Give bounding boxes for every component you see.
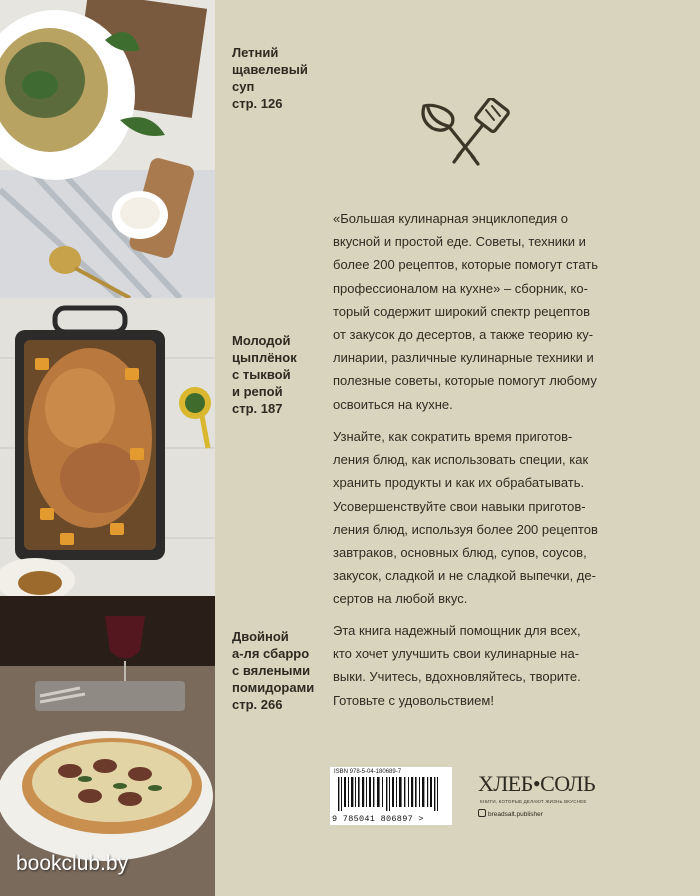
caption-page: стр. 187 bbox=[232, 401, 283, 416]
text-line: Усовершенствуйте свои навыки приготов- bbox=[333, 498, 586, 514]
text-line: сертов на любой вкус. bbox=[333, 591, 468, 607]
caption-roast-chicken bbox=[232, 332, 312, 417]
caption-page: стр. 126 bbox=[232, 96, 283, 111]
caption-line: Летний bbox=[232, 45, 279, 60]
text-line: кто хочет улучшить свои кулинарные на- bbox=[333, 646, 580, 662]
isbn-barcode bbox=[330, 767, 452, 825]
sorrel-soup-photo bbox=[0, 0, 215, 298]
caption-sbarro-pie bbox=[232, 628, 315, 713]
text-line: линарии, различные кулинарные техники и bbox=[333, 350, 594, 366]
text-line: профессионалом на кухне» – сборник, ко- bbox=[333, 280, 588, 296]
publisher-logo: ХЛЕБ•СОЛЬ bbox=[478, 771, 596, 796]
instagram-icon bbox=[478, 809, 486, 817]
text-line: закусок, сладкой и не сладкой выпечки, де- bbox=[333, 568, 596, 584]
text-line: торый содержит широкий спектр рецептов bbox=[333, 303, 590, 319]
caption-line: и репой bbox=[232, 384, 283, 399]
text-line: «Большая кулинарная энциклопедия о bbox=[333, 211, 568, 226]
caption-line: цыплёнок bbox=[232, 350, 297, 365]
text-line: вкусной и простой еде. Советы, техники и bbox=[333, 234, 586, 250]
text-line: ления блюд, как использовать специи, как bbox=[333, 452, 589, 468]
caption-sorrel-soup bbox=[232, 44, 312, 112]
description-paragraph-3 bbox=[333, 619, 678, 712]
caption-line: с вялеными bbox=[232, 663, 311, 678]
text-line: Готовьте с удовольствием! bbox=[333, 692, 494, 708]
text-line: Эта книга надежный помощник для всех, bbox=[333, 623, 581, 638]
sbarro-pie-photo bbox=[0, 596, 215, 896]
description-paragraph-1 bbox=[333, 207, 678, 416]
publisher-tagline: КНИГИ, КОТОРЫЕ ДЕЛАЮТ ЖИЗНЬ ВКУСНЕЕ bbox=[480, 799, 587, 804]
text-line: полезные советы, которые помогут любому bbox=[333, 373, 597, 389]
text-line: завтраков, основных блюд, супов, соусов, bbox=[333, 545, 587, 561]
caption-line: а-ля сбарро bbox=[232, 646, 310, 661]
caption-line: суп bbox=[232, 79, 255, 94]
roast-chicken-photo bbox=[0, 298, 215, 596]
caption-line: Двойной bbox=[232, 629, 289, 644]
text-line: хранить продукты и как их обрабатывать. bbox=[333, 475, 585, 491]
barcode-digits: 9 785041 806897 > bbox=[332, 814, 424, 824]
caption-line: щавелевый bbox=[232, 62, 308, 77]
text-line: более 200 рецептов, которые помогут стать bbox=[333, 257, 599, 273]
publisher-social bbox=[478, 809, 543, 818]
caption-page: стр. 266 bbox=[232, 697, 283, 712]
whisk-and-spatula-icon bbox=[418, 98, 514, 170]
text-line: выки. Учитесь, вдохновляйтесь, творите. bbox=[333, 669, 581, 685]
text-line: освоиться на кухне. bbox=[333, 396, 453, 412]
text-line: от закусок до десертов, а также теорию ку- bbox=[333, 327, 594, 343]
caption-line: с тыквой bbox=[232, 367, 291, 382]
text-line: Узнайте, как сократить время приготов- bbox=[333, 429, 573, 444]
caption-line: Молодой bbox=[232, 333, 291, 348]
caption-line: помидорами bbox=[232, 680, 315, 695]
isbn-label: ISBN 978-5-04-180689-7 bbox=[334, 769, 402, 775]
watermark: bookclub.by bbox=[16, 852, 129, 875]
text-line: ления блюд, используя более 200 рецептов bbox=[333, 521, 598, 537]
publisher-handle: breadsalt.publisher bbox=[488, 811, 543, 818]
description-paragraph-2 bbox=[333, 425, 678, 611]
barcode-icon bbox=[336, 777, 446, 811]
